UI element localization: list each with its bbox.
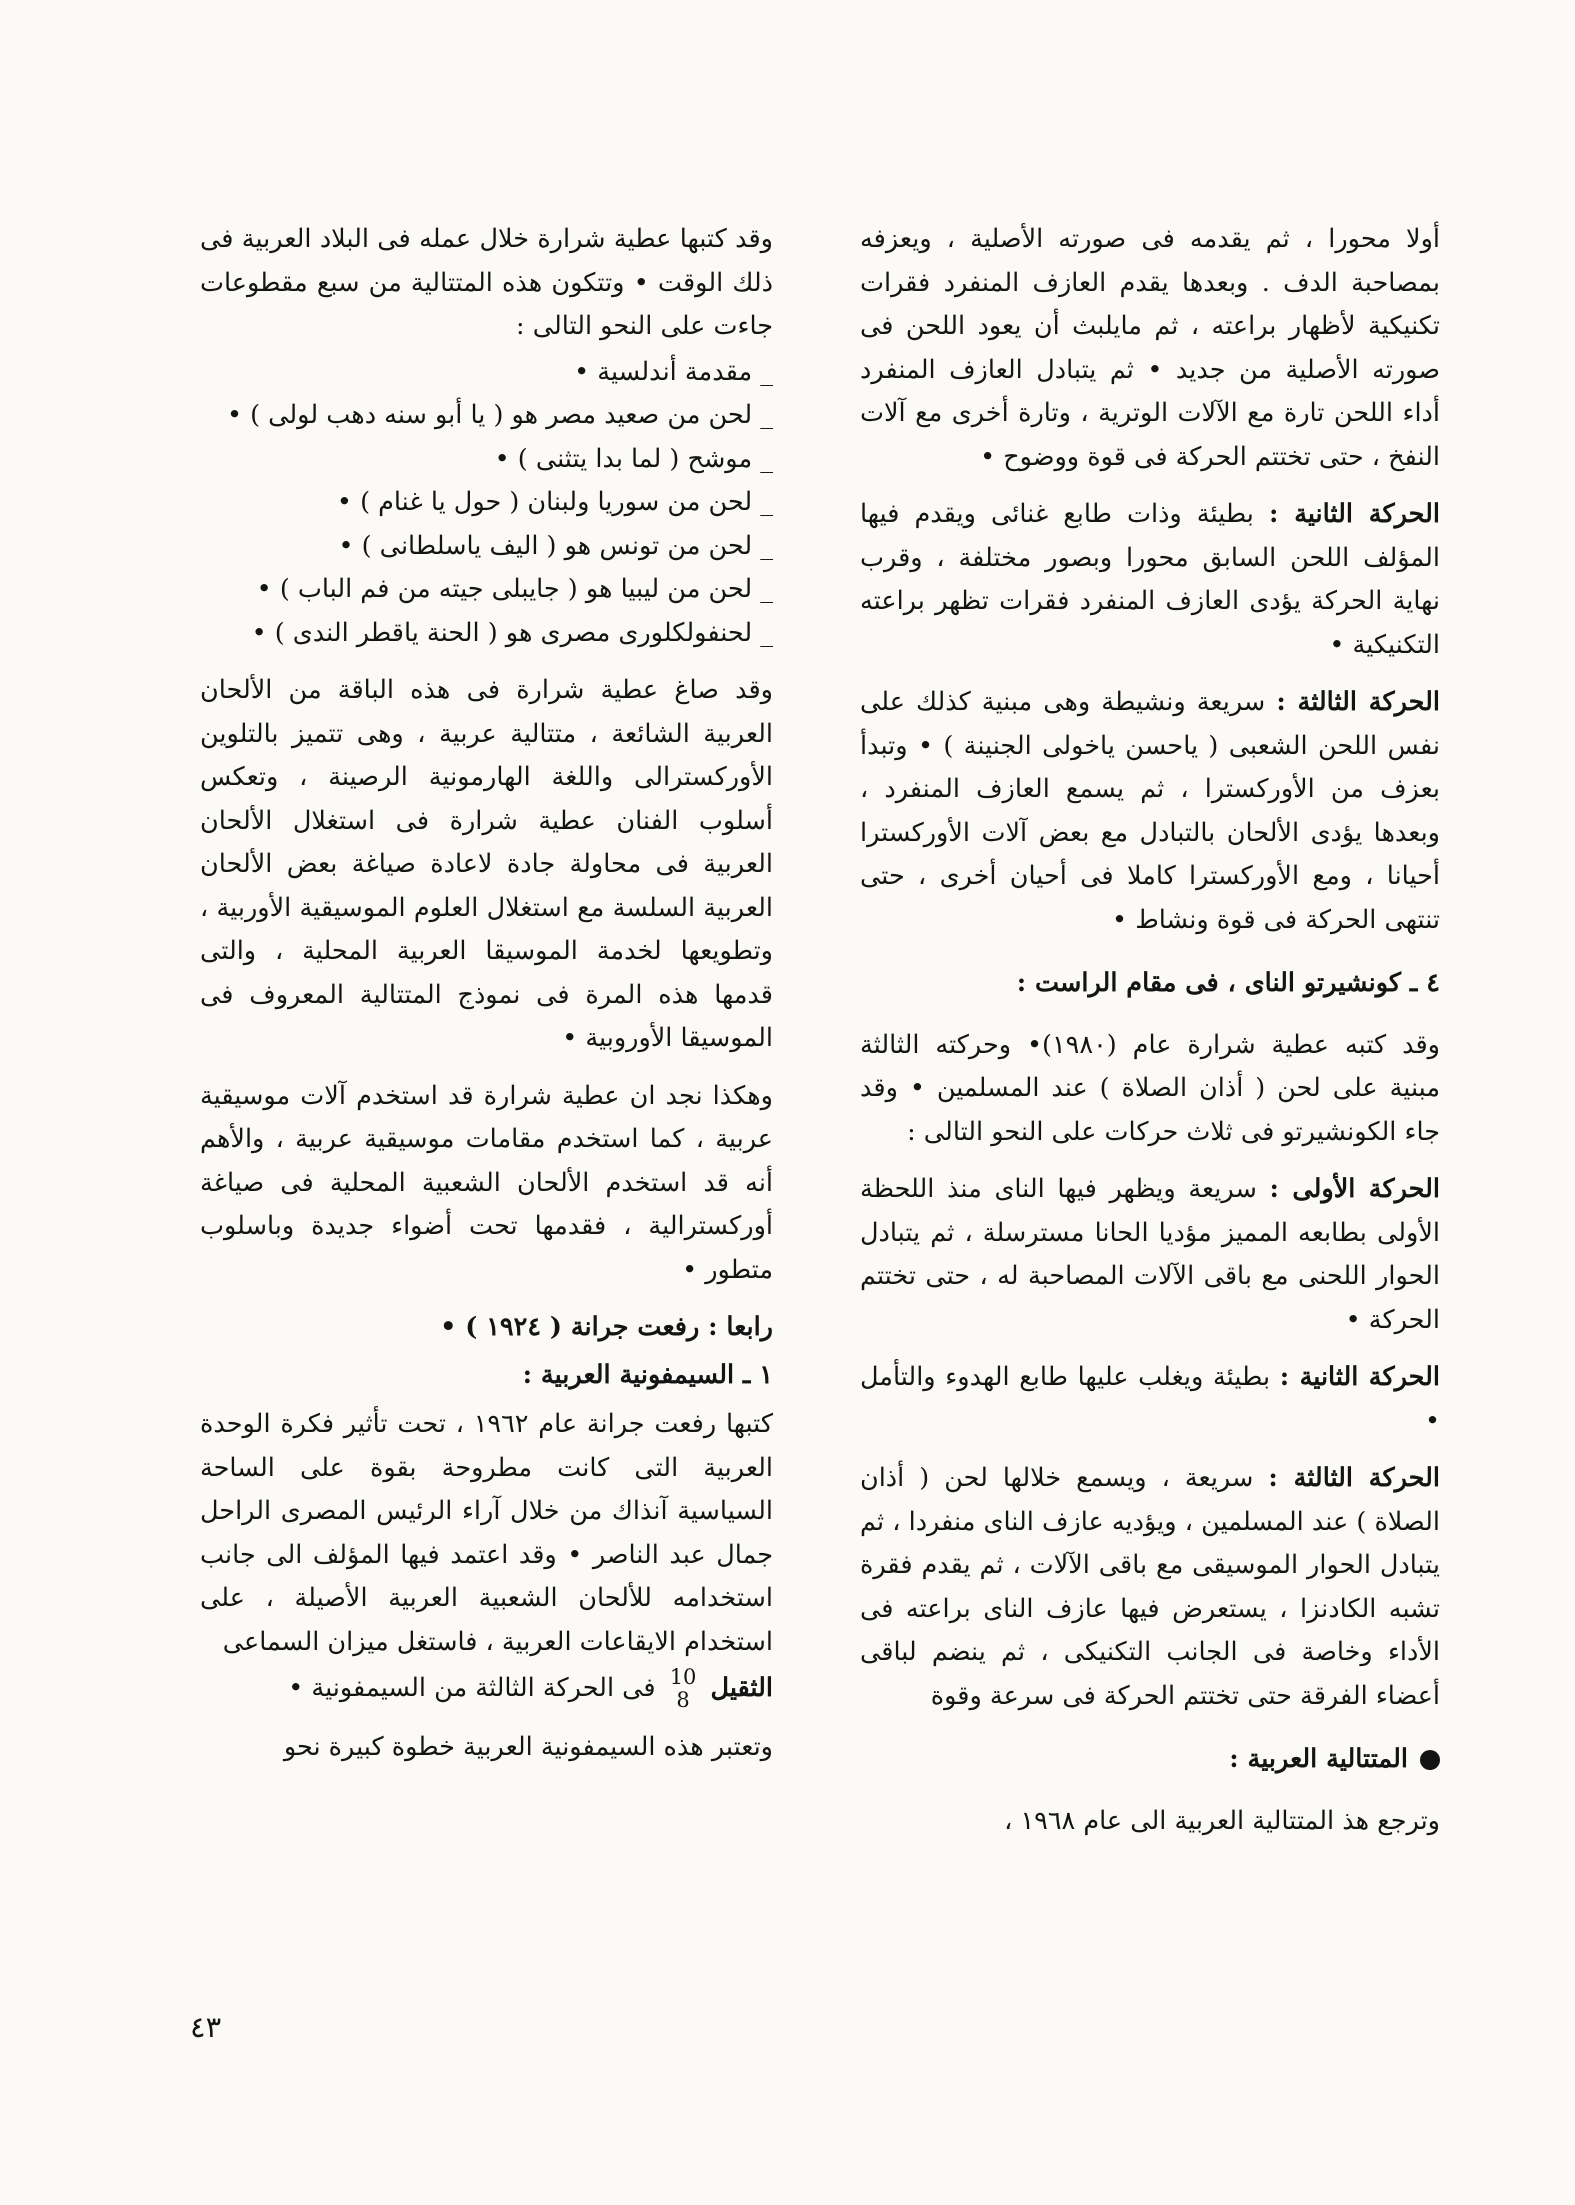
left-column [200, 218, 773, 1784]
section-label: الحركة الثانية : [1279, 1362, 1441, 1392]
paragraph: وقد كتبه عطية شرارة عام (١٩٨٠)• وحركته الثالثة مبنية على لحن ( أذان الصلاة ) عند المسلمين • وقد جاء الكونشيرتو فى ثلاث حركات على النحو التالى : [860, 1029, 1440, 1147]
section-label: الحركة الثانية : [1268, 499, 1440, 529]
section-label: الحركة الثالثة : [1276, 687, 1440, 717]
time-signature [670, 1666, 697, 1712]
bullet-icon [1420, 1750, 1440, 1770]
paragraph: كتبها رفعت جرانة عام ١٩٦٢ ، تحت تأثير فكرة الوحدة العربية التى كانت مطروحة بقوة على الساحة السياسية آنذاك من خلال آراء الرئيس المصرى الراحل جمال عبد الناصر • وقد اعتمد فيها المؤلف الى جانب استخدامه للألحان الشعبية العربية الأصيلة ، على استخدام الايقاعات العربية ، فاستغل ميزان السماعى [200, 1409, 774, 1657]
paragraph: وقد كتبها عطية شرارة خلال عمله فى البلاد العربية فى ذلك الوقت • وتتكون هذه المتتالية من سبع مقطوعات جاءت على النحو التالى : [200, 224, 773, 341]
bullet-heading [860, 1738, 1440, 1782]
meter-bottom: 8 [676, 1688, 690, 1712]
paragraph [860, 1168, 1440, 1342]
section-label: الحركة الأولى : [1269, 1174, 1440, 1204]
list-item: _ لحن من تونس هو ( اليف ياسلطانى ) • [200, 525, 773, 569]
paragraph [860, 1457, 1440, 1718]
meter-top: 10 [669, 1665, 697, 1689]
paragraph-text: فى الحركة الثالثة من السيمفونية • [288, 1673, 656, 1703]
page-number: ٤٣ [190, 2010, 222, 2044]
paragraph-text: الثقيل [710, 1673, 773, 1703]
paragraph: وترجع هذ المتتالية العربية الى عام ١٩٦٨ ، [1004, 1805, 1440, 1836]
paragraph-text: بطيئة وذات طابع غنائى ويقدم فيها المؤلف اللحن السابق محورا وبصور مختلفة ، وقرب نهاية الحركة يؤدى العازف المنفرد فقرات تظهر براعته التكنيكية • [860, 499, 1440, 660]
paragraph-text: سريعة ونشيطة وهى مبنية كذلك على نفس اللحن الشعبى ( ياحسن ياخولى الجنينة ) • وتبدأ بعزف من الأوركسترا ، ثم يسمع العازف المنفرد ، وبعدها يؤدى الألحان بالتبادل مع بعض آلات الأوركسترا أحيانا ، ومع الأوركسترا كاملا فى أحيان أخرى ، حتى تنتهى الحركة فى قوة ونشاط • [860, 687, 1440, 935]
list-item: _ لحن من سوريا ولبنان ( حول يا غنام ) • [200, 481, 773, 525]
paragraph: وقد صاغ عطية شرارة فى هذه الباقة من الألحان العربية الشائعة ، متتالية عربية ، وهى تتميز بالتلوين الأوركسترالى واللغة الهارمونية الرصينة ، وتعكس أسلوب الفنان عطية شرارة فى استغلال الألحان العربية فى محاولة جادة لاعادة صياغة بعض الألحان العربية السلسة مع استغلال العلوم الموسيقية الأوربية ، وتطويعها لخدمة الموسيقا العربية المحلية ، والتى قدمها هذه المرة فى نموذج المتتالية المعروف فى الموسيقا الأوروبية • [200, 675, 773, 1053]
bullet-heading-text: المتتالية العربية : [1229, 1744, 1408, 1774]
section-heading: رابعا : رفعت جرانة ( ١٩٢٤ ) • [440, 1312, 773, 1342]
list-item: _ مقدمة أندلسية • [200, 351, 773, 395]
section-heading: ١ ـ السيمفونية العربية : [522, 1359, 773, 1390]
paragraph [860, 1356, 1440, 1443]
paragraph [860, 493, 1440, 667]
paragraph-text: سريعة ، ويسمع خلالها لحن ( أذان الصلاة ) عند المسلمين ، ويؤديه عازف الناى منفردا ، ثم يتبادل الحوار الموسيقى مع باقى الآلات ، ثم يقدم فقرة تشبه الكادنزا ، يستعرض فيها عازف الناى براعته فى الأداء وخاصة فى الجانب التكنيكى ، ثم ينضم لباقى أعضاء الفرقة حتى تختتم الحركة فى سرعة وقوة [860, 1463, 1440, 1711]
paragraph: أولا محورا ، ثم يقدمه فى صورته الأصلية ، ويعزفه بمصاحبة الدف . وبعدها يقدم العازف المنفرد فقرات تكنيكية لأظهار براعته ، ثم مايلبث أن يعود اللحن فى صورته الأصلية من جديد • ثم يتبادل العازف المنفرد أداء اللحن تارة مع الآلات الوترية ، وتارة أخرى مع آلات النفخ ، حتى تختتم الحركة فى قوة ووضوح • [860, 224, 1440, 472]
right-column [860, 218, 1440, 1857]
section-label: الحركة الثالثة : [1268, 1463, 1440, 1493]
list-item: _ لحنفولكلورى مصرى هو ( الحنة ياقطر الندى ) • [200, 612, 773, 656]
list-item: _ لحن من ليبيا هو ( جايبلى جيته من فم الباب ) • [200, 568, 773, 612]
paragraph [200, 1666, 773, 1712]
piece-list [200, 351, 773, 656]
section-heading: ٤ ـ كونشيرتو الناى ، فى مقام الراست : [1016, 968, 1440, 998]
paragraph-text: سريعة ويظهر فيها الناى منذ اللحظة الأولى بطابعه المميز مؤديا الحانا مسترسلة ، ثم يتبادل الحوار اللحنى مع باقى الآلات المصاحبة له ، حتى تختتم الحركة • [860, 1174, 1440, 1335]
paragraph [860, 681, 1440, 942]
list-item: _ لحن من صعيد مصر هو ( يا أبو سنه دهب لولى ) • [200, 394, 773, 438]
paragraph-text: بطيئة ويغلب عليها طابع الهدوء والتأمل • [860, 1362, 1440, 1436]
paragraph: وتعتبر هذه السيمفونية العربية خطوة كبيرة نحو [283, 1732, 773, 1762]
paragraph: وهكذا نجد ان عطية شرارة قد استخدم آلات موسيقية عربية ، كما استخدم مقامات موسيقية عربية ، والأهم أنه قد استخدم الألحان الشعبية المحلية فى صياغة أوركسترالية ، فقدمها تحت أضواء جديدة وباسلوب متطور • [200, 1080, 773, 1285]
list-item: _ موشح ( لما بدا يتثنى ) • [200, 438, 773, 482]
